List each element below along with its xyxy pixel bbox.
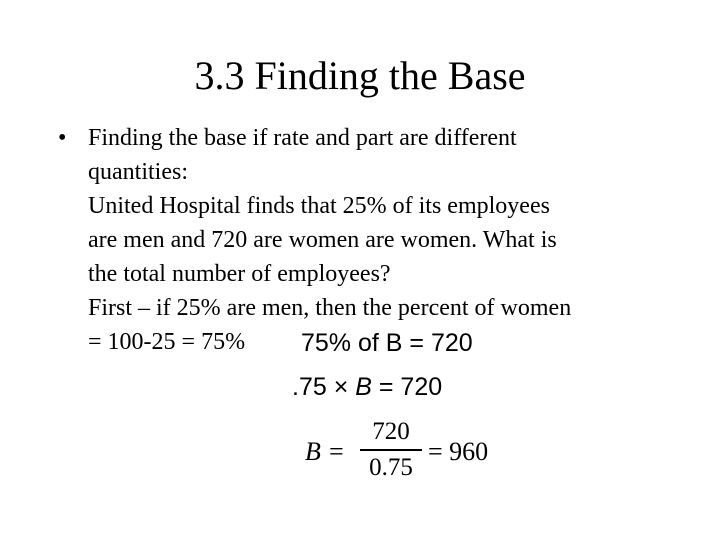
equation-right: = 720: [371, 373, 443, 401]
bullet-line-5: the total number of employees?: [88, 261, 391, 287]
fraction-denominator: 0.75: [369, 454, 413, 481]
bullet-marker: •: [58, 125, 67, 151]
bullet-line-6: First – if 25% are men, then the percent of women: [88, 295, 572, 321]
slide-title: 3.3 Finding the Base: [194, 53, 526, 98]
bullet-line-4: are men and 720 are women are women. What is: [88, 227, 557, 253]
equation-fraction: [360, 417, 422, 483]
bullet-line-2: quantities:: [88, 159, 188, 185]
bullet-line-1: [58, 121, 668, 155]
equation-base-lhs: B =: [305, 437, 345, 466]
bullet-block: [58, 121, 668, 359]
equation-base-result: = 960: [428, 437, 489, 466]
equation-left: .75 ×: [292, 373, 356, 401]
bullet-text: Finding the base if rate and part are different: [88, 125, 517, 151]
equation-percent-of-base: 75% of B = 720: [301, 329, 473, 357]
equation-variable: B: [355, 373, 372, 401]
fraction-bar: [360, 449, 422, 451]
fraction-numerator: 720: [372, 418, 410, 445]
bullet-line-3: United Hospital finds that 25% of its employees: [88, 193, 550, 219]
bullet-line-7: = 100-25 = 75%: [88, 329, 246, 355]
equation-decimal-times-base: [292, 372, 442, 402]
